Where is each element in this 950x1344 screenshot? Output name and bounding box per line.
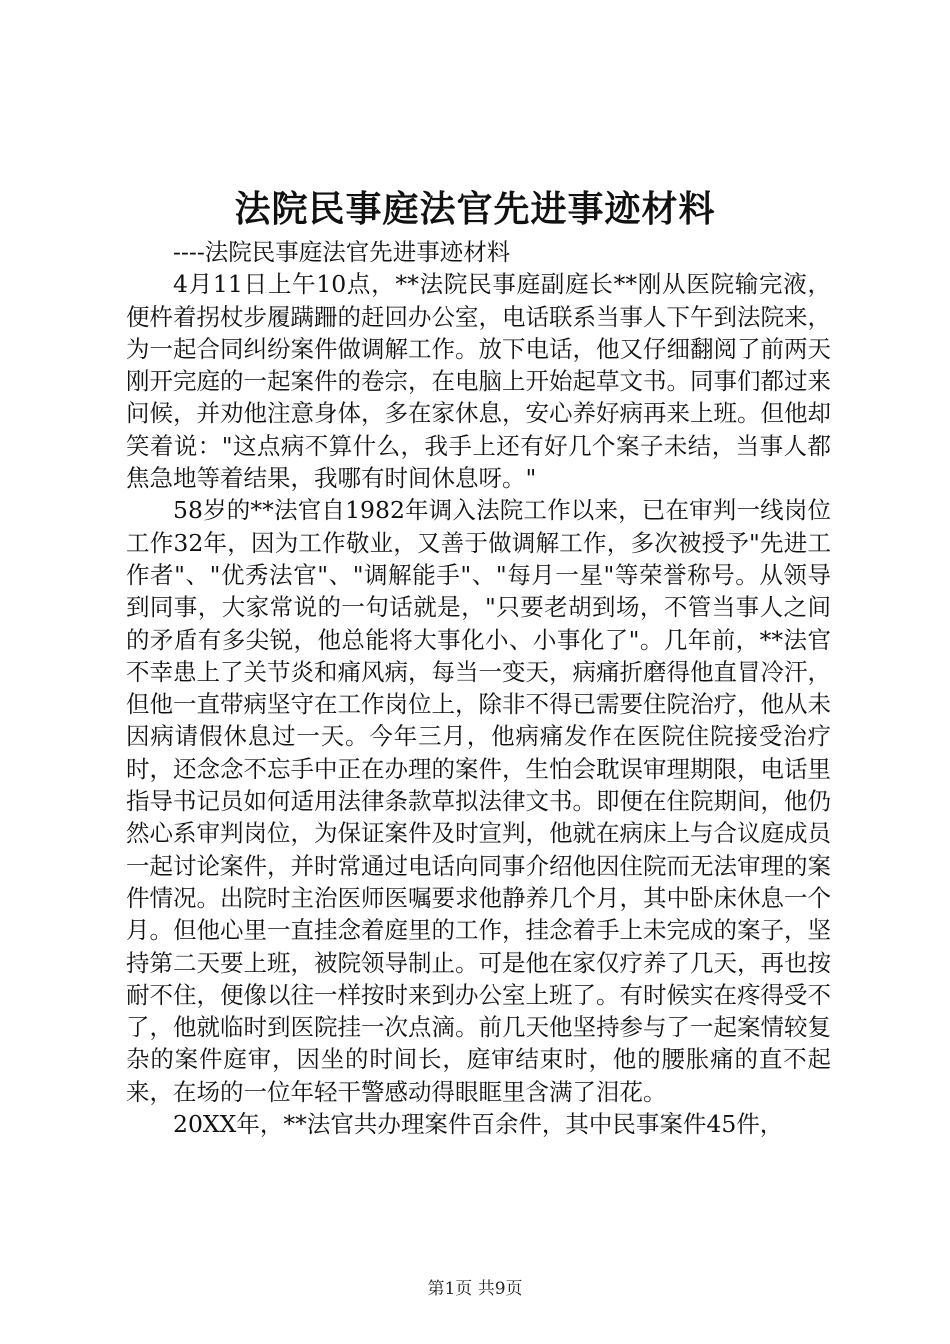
document-body xyxy=(126,236,831,1140)
paragraph-2: 58岁的**法官自1982年调入法院工作以来，已在审判一线岗位工作32年，因为工作敬业，又善于做调解工作，多次被授予"先进工作者"、"优秀法官"、"调解能手"、"每月一星"等荣誉称号。从领导到同事，大家常说的一句话就是，"只要老胡到场，不管当事人之间的矛盾有多尖锐，他总能将大事化小、小事化了"。几年前，**法官不幸患上了关节炎和痛风病，每当一变天，病痛折磨得他直冒冷汗，但他一直带病坚守在工作岗位上，除非不得已需要住院治疗，他从未因病请假休息过一天。今年三月，他病痛发作在医院住院接受治疗时，还念念不忘手中正在办理的案件，生怕会耽误审理期限，电话里指导书记员如何适用法律条款草拟法律文书。即便在住院期间，他仍然心系审判岗位，为保证案件及时宣判，他就在病床上与合议庭成员一起讨论案件，并时常通过电话向同事介绍他因住院而无法审理的案件情况。出院时主治医师医嘱要求他静养几个月，其中卧床休息一个月。但他心里一直挂念着庭里的工作，挂念着手上未完成的案子，坚持第二天要上班，被院领导制止。可是他在家仅疗养了几天，再也按耐不住，便像以往一样按时来到办公室上班了。有时候实在疼得受不了，他就临时到医院挂一次点滴。前几天他坚持参与了一起案情较复杂的案件庭审，因坐的时间长，庭审结束时，他的腰胀痛的直不起来，在场的一位年轻干警感动得眼眶里含满了泪花。 xyxy=(126,496,831,1106)
document-subtitle: ----法院民事庭法官先进事迹材料 xyxy=(173,238,511,266)
paragraph-1: 4月11日上午10点，**法院民事庭副庭长**刚从医院输完液，便杵着拐杖步履蹒跚的赶回办公室，电话联系当事人下午到法院来，为一起合同纠纷案件做调解工作。放下电话，他又仔细翻阅了前两天刚开完庭的一起案件的卷宗，在电脑上开始起草文书。同事们都过来问候，并劝他注意身体，多在家休息，安心养好病再来上班。但他却笑着说："这点病不算什么，我手上还有好几个案子未结，当事人都焦急地等着结果，我哪有时间休息呀。" xyxy=(126,270,831,493)
paragraph-3: 20XX年，**法官共办理案件百余件，其中民事案件45件， xyxy=(173,1110,784,1139)
document-title: 法院民事庭法官先进事迹材料 xyxy=(234,188,716,230)
page-footer: 第1页 共9页 xyxy=(427,1279,523,1299)
